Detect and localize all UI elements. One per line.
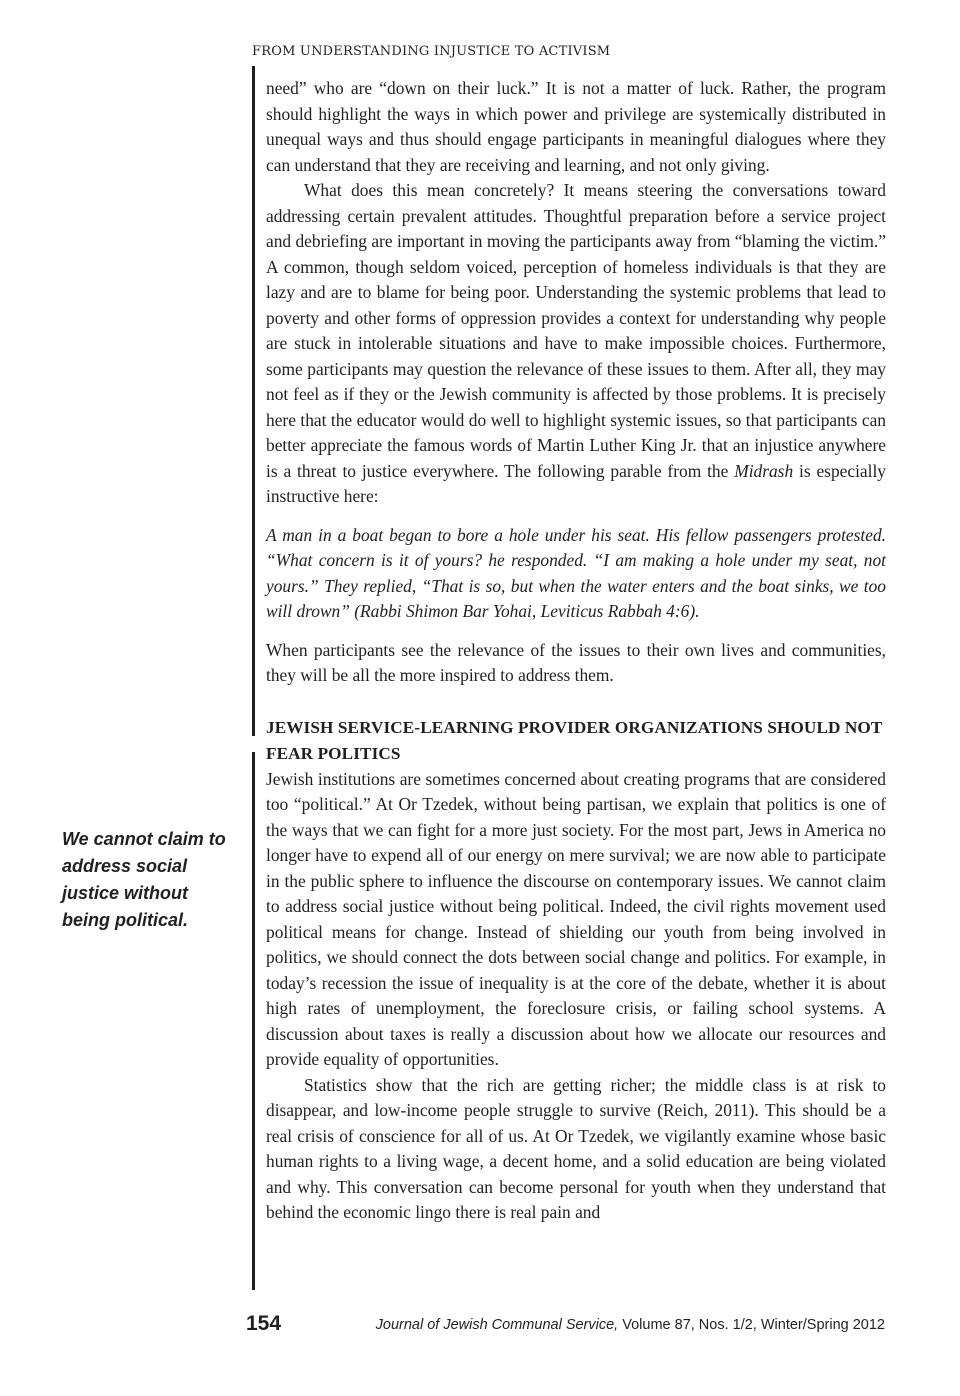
- paragraph-1: need” who are “down on their luck.” It is not a matter of luck. Rather, the program should highlight the ways in which power and privilege are systemically distributed in unequal ways and thus should engage participants in meaningful dialogues where they can understand that they are receiving and learning, and not only giving.: [266, 78, 886, 175]
- paragraph-3: When participants see the relevance of the issues to their own lives and communities, they will be all the more inspired to address them.: [266, 639, 886, 685]
- paragraph-5: Statistics show that the rich are getting richer; the middle class is at risk to disappear, and low-income people struggle to survive (Reich, 2011). This should be a real crisis of conscience for all of us. At Or Tzedek, we vigilantly examine whose basic human rights to a living wage, a decent home, and a solid education are being violated and why. This conversation can become personal for youth when they understand that behind the economic lingo there is real pain and: [266, 1074, 886, 1222]
- section-heading: JEWISH SERVICE-LEARNING PROVIDER ORGANIZATIONS SHOULD NOT FEAR POLITICS: [266, 717, 883, 763]
- margin-rule-bottom: [252, 752, 255, 1290]
- journal-title: Journal of Jewish Communal Service,: [375, 1317, 619, 1333]
- footer-citation: [376, 1317, 885, 1333]
- running-head: FROM UNDERSTANDING INJUSTICE TO ACTIVISM: [252, 44, 611, 59]
- journal-issue: Volume 87, Nos. 1/2, Winter/Spring 2012: [618, 1317, 885, 1333]
- paragraph-2-end: is especially instructive here:: [266, 460, 886, 506]
- paragraph-2: [266, 178, 886, 510]
- block-quote: A man in a boat began to bore a hole under his seat. His fellow passengers protested. “What concern is it of yours? he responded. “I am making a hole under my seat, not yours.” They replied, “That is so, but when the water enters and the boat sinks, we too will drown” (Rabbi Shimon Bar Yohai, Leviticus Rabbah 4:6).: [266, 524, 886, 621]
- main-text-column: [266, 76, 886, 1226]
- page-number: 154: [246, 1312, 282, 1335]
- margin-rule-top: [252, 66, 255, 736]
- pull-quote: We cannot claim to address social justice without being political.: [62, 829, 226, 930]
- paragraph-2-main: What does this mean concretely? It means steering the conversations toward addressing certain prevalent attitudes. Thoughtful preparation before a service project and debriefing are important in moving the participants away from “blaming the victim.” A common, though seldom voiced, perception of homeless individuals is that they are lazy and are to blame for being poor. Understanding the systemic problems that lead to poverty and other forms of oppression provides a context for understanding why people are stuck in intolerable situations and have to make impossible choices. Furthermore, some participants may question the relevance of these issues to them. After all, they may not feel as if they or the Jewish community is affected by those problems. It is precisely here that the educator would do well to highlight systemic issues, so that participants can better appreciate the famous words of Martin Luther King Jr. that an injustice anywhere is a threat to justice everywhere. The following parable from the: [266, 180, 886, 481]
- paragraph-4: Jewish institutions are sometimes concerned about creating programs that are considered too “political.” At Or Tzedek, without being partisan, we explain that politics is one of the ways that we can fight for a more just society. For the most part, Jews in America no longer have to expend all of our energy on mere survival; we are now able to participate in the public sphere to influence the discourse on contemporary issues. We cannot claim to address social justice without being political. Indeed, the civil rights movement used political means for change. Instead of shielding our youth from being involved in politics, we should connect the dots between social change and politics. For example, in today’s recession the issue of inequality is at the core of the debate, whether it is about high rates of unemployment, the foreclosure crisis, or failing school systems. A discussion about taxes is really a discussion about how we allocate our resources and provide equality of opportunities.: [266, 768, 886, 1069]
- midrash-term: Midrash: [734, 460, 794, 481]
